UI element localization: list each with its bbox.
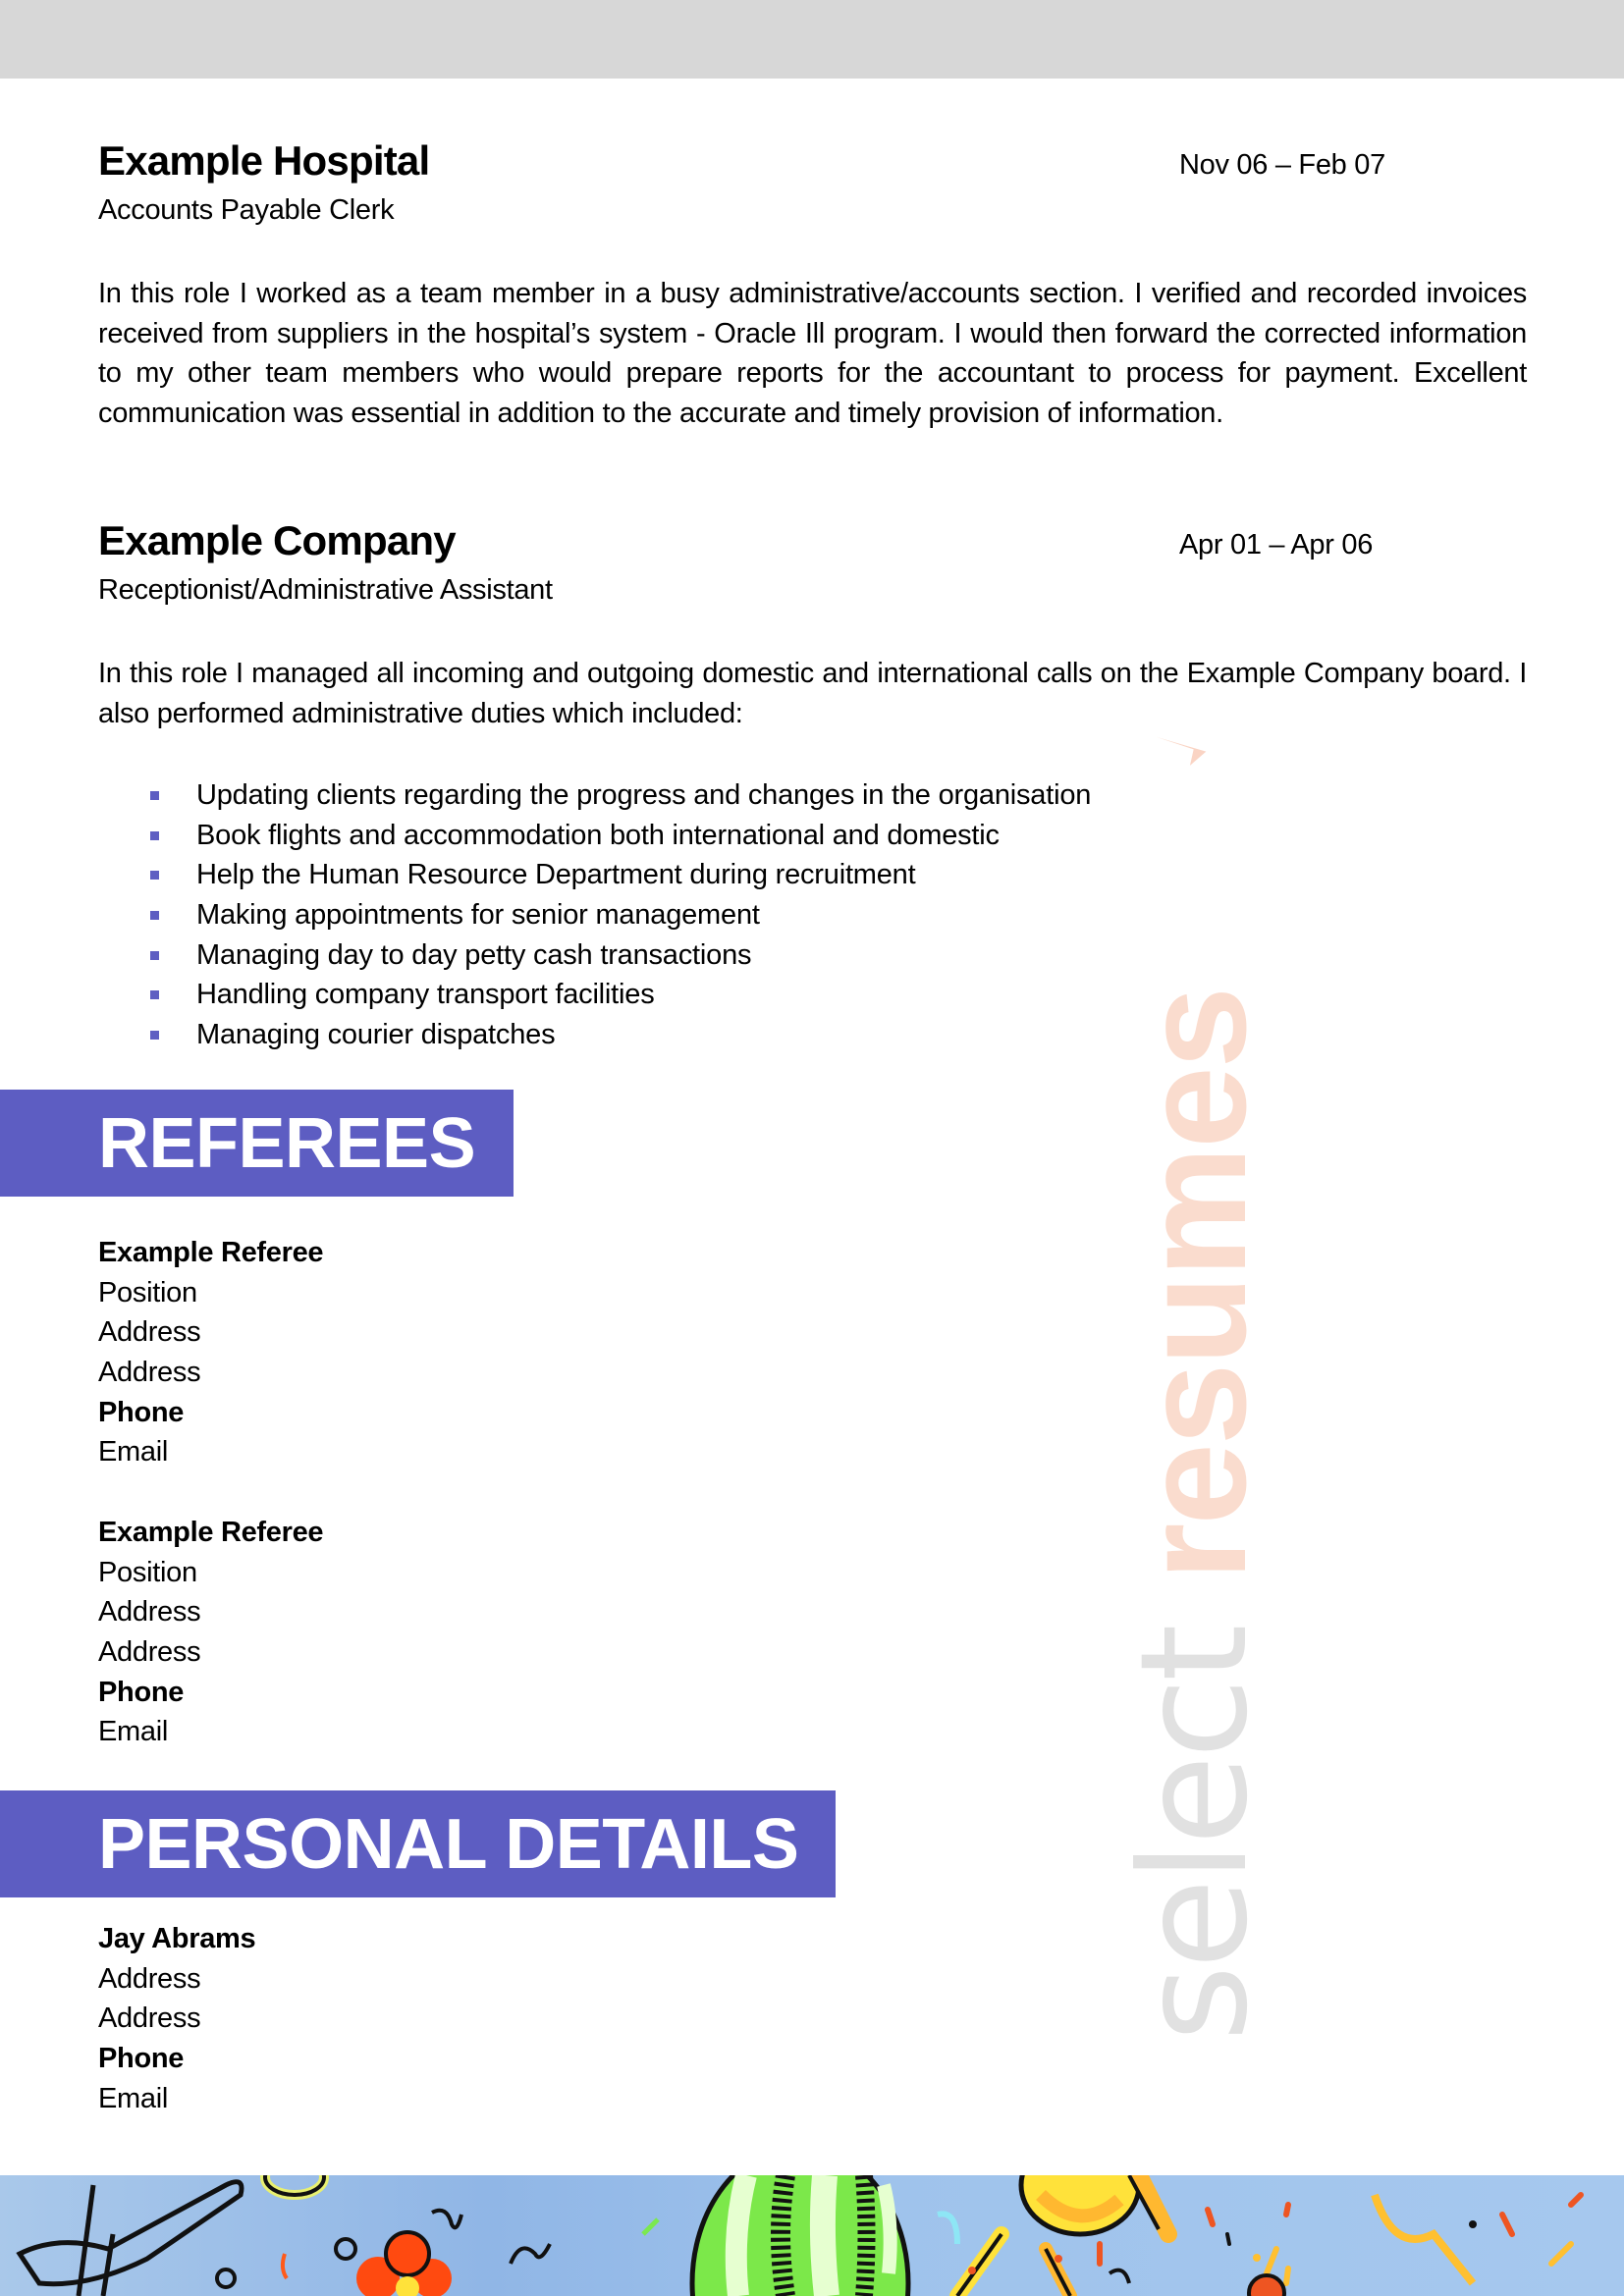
- referee-name: Example Referee: [98, 1517, 324, 1548]
- person-name: Jay Abrams: [98, 1923, 256, 1954]
- person-address: Address: [98, 2002, 201, 2035]
- person-address: Address: [98, 1962, 201, 1995]
- page-top-band: [0, 0, 1624, 79]
- list-item: Managing courier dispatches: [98, 1015, 1091, 1055]
- section-banner-personal-details: [0, 1790, 836, 1897]
- employment-dates: Apr 01 – Apr 06: [1179, 529, 1374, 561]
- watermark-select-text: select: [1110, 1628, 1280, 2042]
- referee-card: [98, 1513, 323, 1752]
- decorative-footer-illustration: [0, 2175, 1624, 2296]
- watermark-resumes-text: resumes: [1111, 988, 1276, 1580]
- doodle-art-icon: [0, 2175, 1624, 2296]
- list-item: Making appointments for senior management: [98, 895, 1091, 935]
- section-heading: REFEREES: [98, 1104, 476, 1183]
- job-title: Receptionist/Administrative Assistant: [98, 574, 553, 606]
- referee-address: Address: [98, 1357, 201, 1389]
- bullet-square-icon: [150, 1031, 159, 1040]
- list-item: Managing day to day petty cash transactions: [98, 935, 1091, 976]
- list-item: Help the Human Resource Department during recruitment: [98, 855, 1091, 895]
- referee-phone: Phone: [98, 1676, 185, 1708]
- list-item: Handling company transport facilities: [98, 975, 1091, 1015]
- referee-name: Example Referee: [98, 1237, 324, 1268]
- personal-details-card: [98, 1919, 255, 2118]
- bullet-square-icon: [150, 791, 159, 800]
- person-phone: Phone: [98, 2043, 185, 2075]
- bullet-square-icon: [150, 990, 159, 999]
- section-banner-referees: [0, 1090, 514, 1197]
- bullet-square-icon: [150, 871, 159, 880]
- bullet-square-icon: [150, 911, 159, 920]
- referee-email: Email: [98, 1436, 169, 1468]
- duties-list: [98, 775, 1091, 1055]
- referee-address: Address: [98, 1596, 201, 1629]
- referee-address: Address: [98, 1316, 201, 1349]
- section-heading: PERSONAL DETAILS: [98, 1805, 799, 1884]
- company-name: Example Company: [98, 517, 456, 563]
- list-item: Updating clients regarding the progress and changes in the organisation: [98, 775, 1091, 816]
- list-item: Book flights and accommodation both international and domestic: [98, 816, 1091, 856]
- job-description: In this role I worked as a team member in a busy administrative/accounts section. I verified and recorded invoices received from suppliers in the hospital’s system - Oracle Ill program. I would then forward the corrected information to my other team members who would prepare reports for the accountant to process for payment. Excellent communication was essential in addition to the accurate and timely provision of information.: [98, 278, 1527, 430]
- referee-position: Position: [98, 1556, 197, 1588]
- referee-position: Position: [98, 1276, 197, 1308]
- referee-phone: Phone: [98, 1396, 185, 1428]
- bullet-square-icon: [150, 831, 159, 840]
- referee-email: Email: [98, 1716, 169, 1748]
- employment-dates: Nov 06 – Feb 07: [1179, 149, 1385, 181]
- job-description: In this role I managed all incoming and outgoing domestic and international calls on the Example Company board. I also performed administrative duties which included:: [98, 658, 1527, 729]
- bullet-square-icon: [150, 951, 159, 960]
- company-name: Example Hospital: [98, 137, 430, 184]
- referee-card: [98, 1233, 323, 1472]
- referee-address: Address: [98, 1636, 201, 1669]
- job-title: Accounts Payable Clerk: [98, 194, 395, 226]
- person-email: Email: [98, 2082, 169, 2114]
